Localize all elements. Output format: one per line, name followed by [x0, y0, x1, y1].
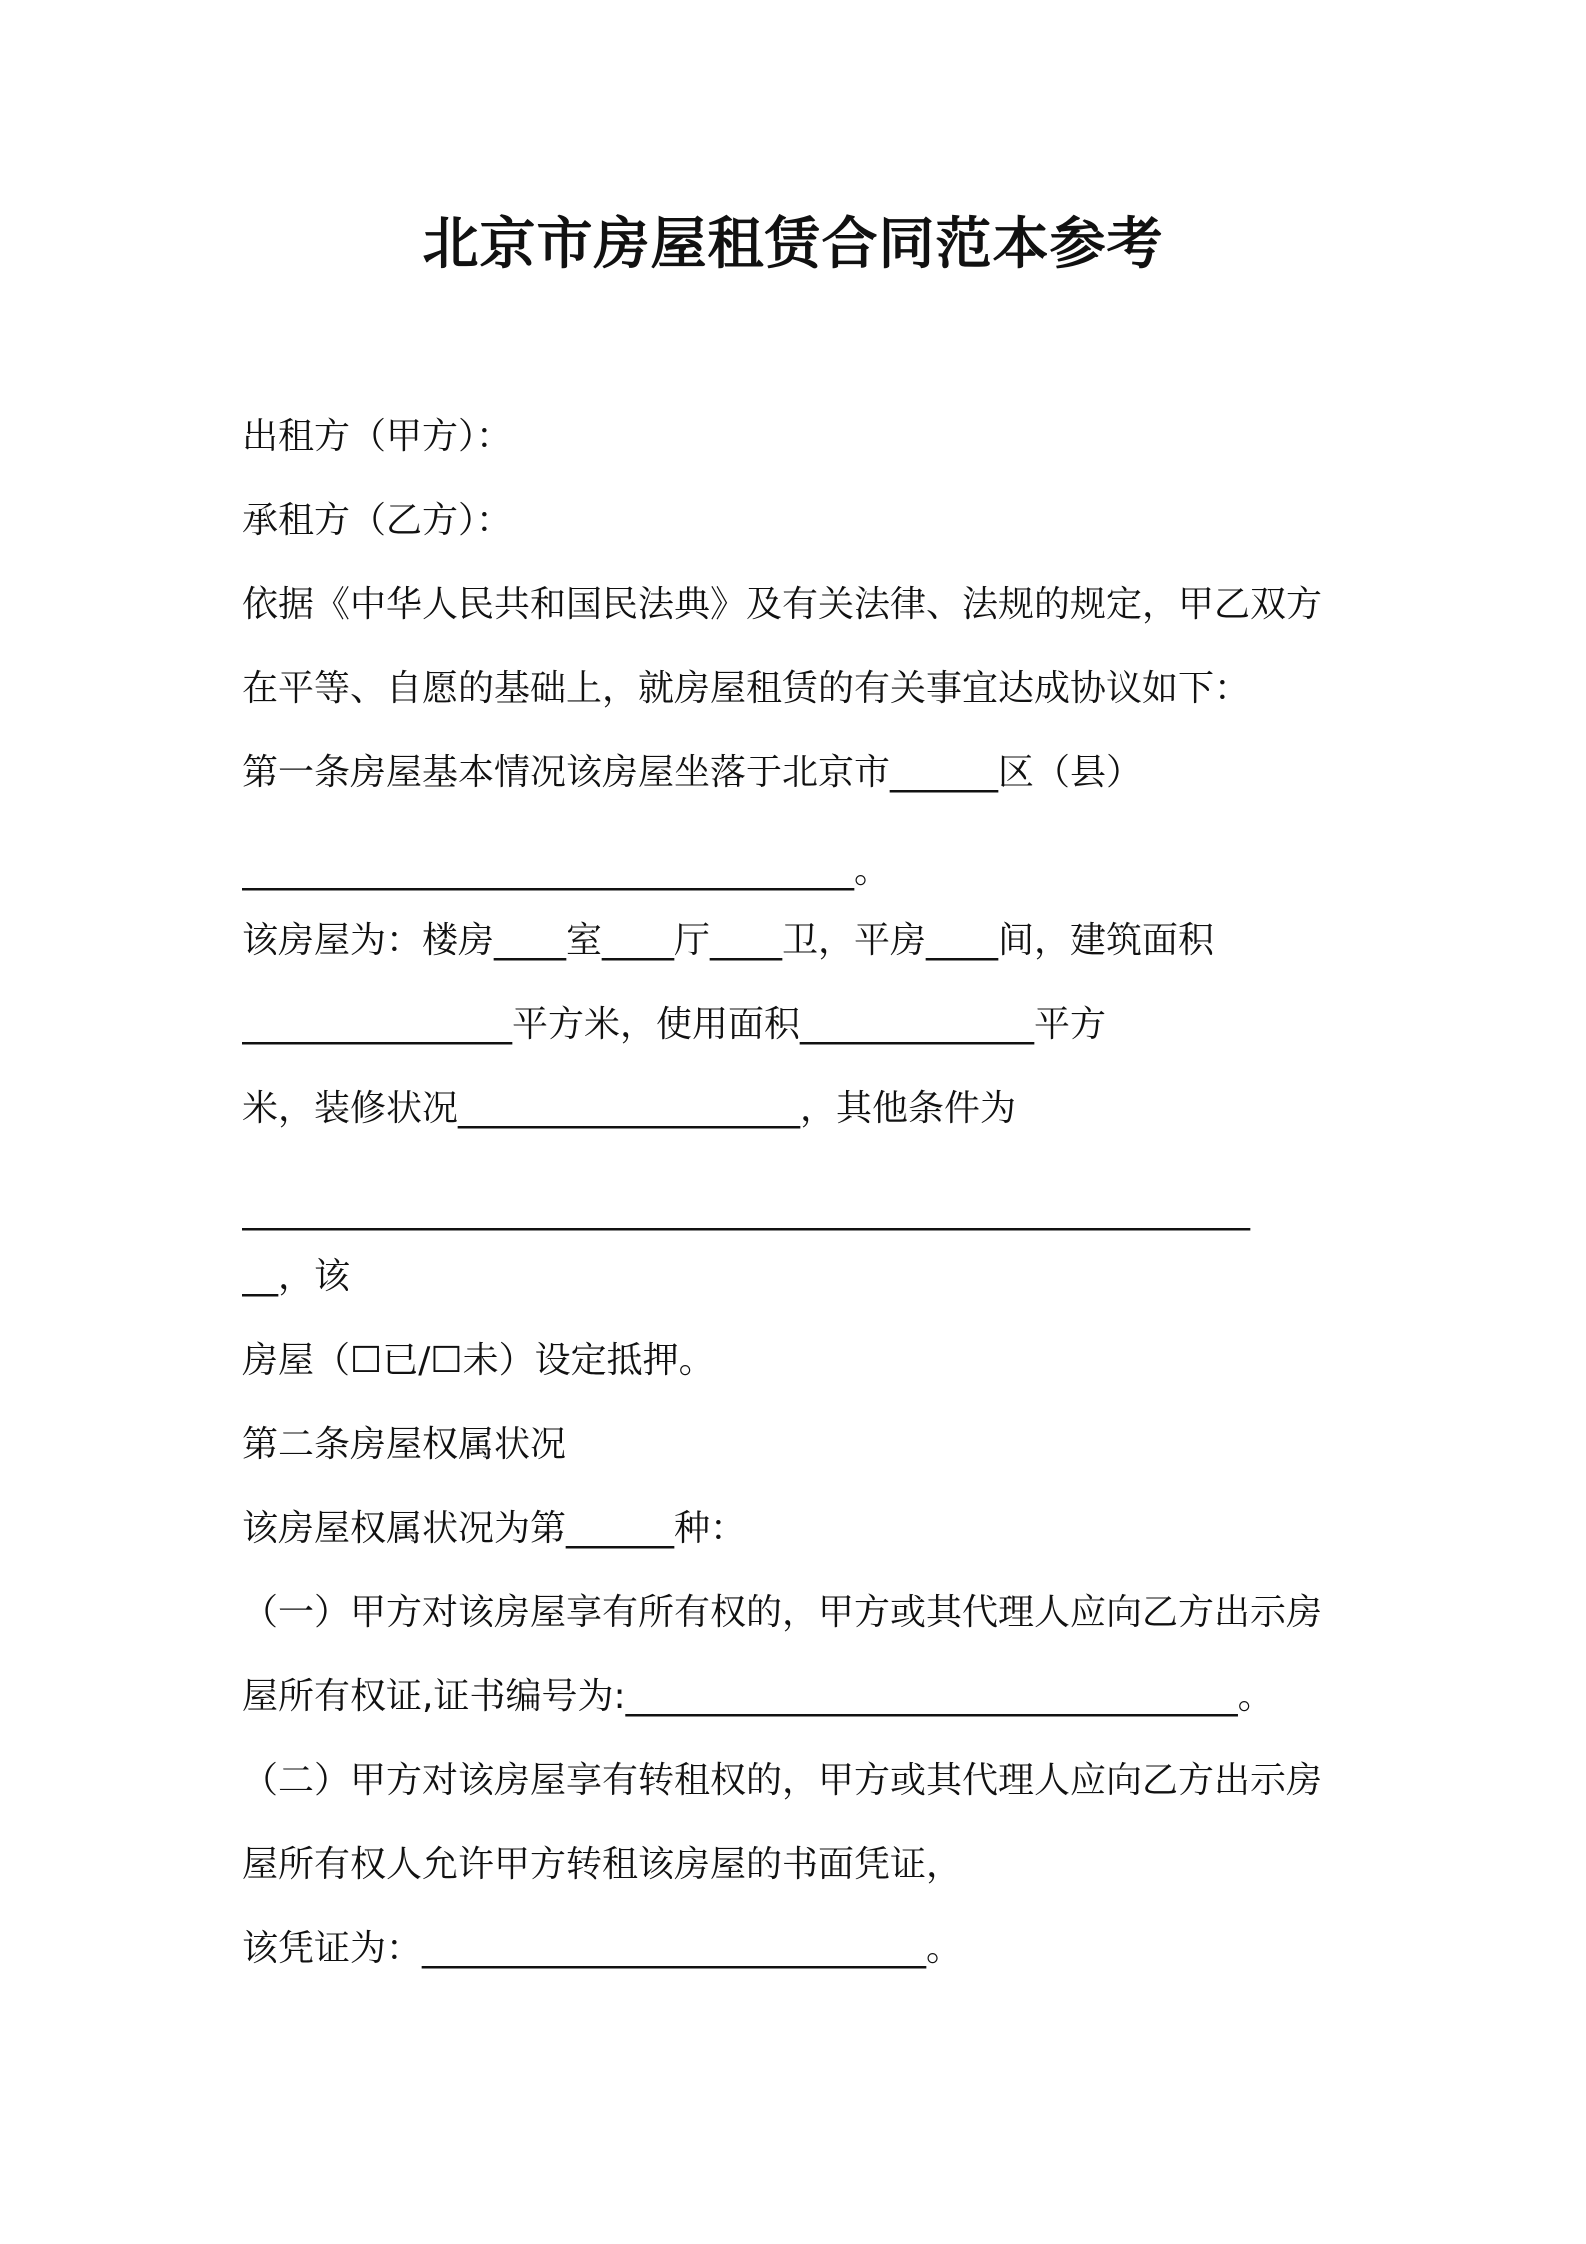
text-line-lessee: 承租方（乙方）： [242, 500, 513, 541]
text-line-house-type: 该房屋为：楼房____室____厅____卫，平房____间，建筑面积 [242, 920, 1215, 961]
text-line-article-2: 第二条房屋权属状况 [242, 1424, 567, 1465]
text-line-basis-1: 依据《中华人民共和国民法典》及有关法律、法规的规定，甲乙双方 [242, 584, 1323, 625]
text-line-ownership-2a: （二）甲方对该房屋享有转租权的，甲方或其代理人应向乙方出示房 [242, 1760, 1323, 1801]
text-line-ownership-1a: （一）甲方对该房屋享有所有权的，甲方或其代理人应向乙方出示房 [242, 1592, 1323, 1633]
text-line-address-blank: __________________________________。 [242, 850, 890, 891]
text-line-mortgage: 房屋（☐已/☐未）设定抵押。 [242, 1340, 715, 1381]
text-line-ownership-2b: 屋所有权人允许甲方转租该房屋的书面凭证， [242, 1844, 963, 1885]
text-line-ownership-type: 该房屋权属状况为第______种： [242, 1508, 747, 1549]
text-line-basis-2: 在平等、自愿的基础上，就房屋租赁的有关事宜达成协议如下： [242, 668, 1251, 709]
text-line-other-blank: ________________________________________________________ [242, 1190, 1250, 1231]
text-line-area: _______________平方米，使用面积_____________平方 [242, 1004, 1107, 1045]
text-line-ownership-1b: 屋所有权证,证书编号为:__________________________________。 [242, 1676, 1274, 1717]
text-line-lessor: 出租方（甲方）： [242, 416, 513, 457]
document-title: 北京市房屋租赁合同范本参考 [422, 212, 1164, 277]
text-line-decoration: 米，装修状况___________________，其他条件为 [242, 1088, 1017, 1129]
text-line-other-end: __，该 [242, 1256, 351, 1297]
text-line-certificate: 该凭证为：____________________________。 [242, 1928, 963, 1969]
text-line-article-1: 第一条房屋基本情况该房屋坐落于北京市______区（县） [242, 752, 1143, 793]
